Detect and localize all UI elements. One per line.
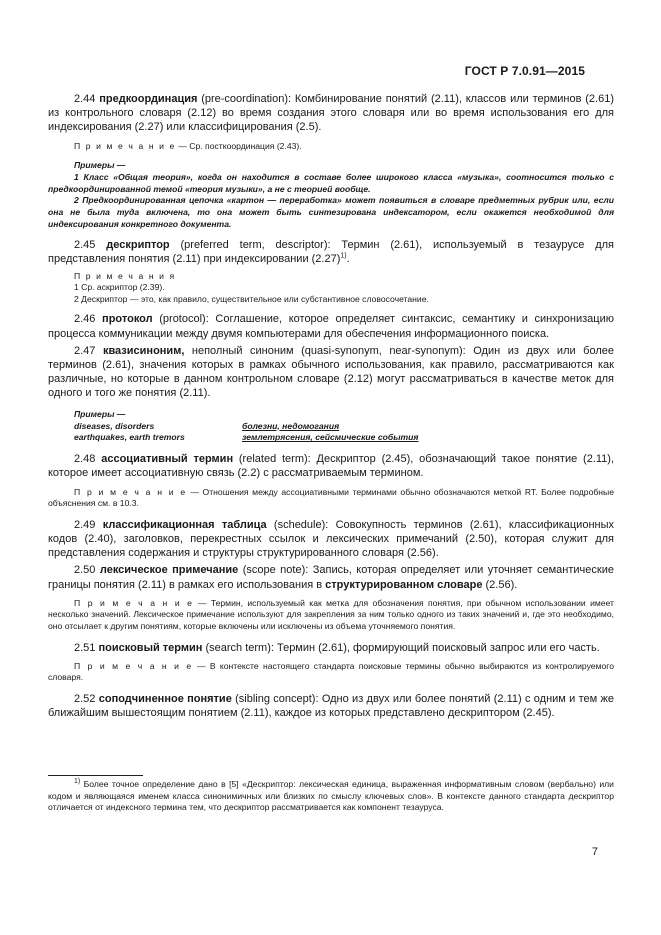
entry-term: предкоординация [99, 93, 198, 105]
entry-definition: (protocol): Соглашение, которое определяет синтаксис, семантику и синхронизацию процесса коммуникации между двумя компьютерами для обеспечения информационного поиска. [48, 313, 614, 340]
footnote [48, 779, 614, 814]
footnote-divider [48, 775, 143, 776]
entry-notes [74, 271, 614, 306]
entry-number: 2.52 [74, 692, 96, 705]
entry-term: протокол [102, 313, 153, 326]
example-pair [74, 432, 614, 444]
example-en: earthquakes, earth tremors [74, 432, 185, 443]
entry-term: ассоциативный термин [101, 453, 234, 466]
entry-term: дескриптор [106, 239, 170, 252]
page-content [48, 92, 614, 723]
entry-number: 2.49 [74, 518, 96, 531]
example-pair [74, 421, 614, 433]
entry-definition: (preferred term, descriptor): Термин (2.61), используемый в тезаурусе для представления понятия (2.11) при индексировании (2.27) [48, 239, 614, 266]
entry-term: соподчиненное понятие [98, 692, 232, 705]
entry-2-49 [48, 518, 614, 561]
entry-definition: (pre-coordination): Комбинирование понятий (2.11), классов или терминов (2.61) из контрольного словаря (2.12) во время создания этого словаря или во время использования его для индексирования (2.27) или классифицирования (2.5). [48, 93, 614, 134]
entry-definition: неполный синоним (quasi-synonym, near-synonym): Один из двух или более терминов (2.61), значения которых в рамках обычного использования, как правило, рассматриваются как различные, но которые в данном контрольном словаре (2.12) могут рассматриваться в качестве меток для одного и того же понятия (2.11). [48, 344, 614, 400]
entry-definition: (schedule): Совокупность терминов (2.61), классификационных кодов (2.40), заголовков, перекрестных ссылок и лексических примечаний (2.50), которая служит для представления содержания и структуры структурированного словаря (2.56). [48, 518, 614, 560]
entry-term: квазисиноним, [102, 344, 185, 357]
entry-term: классификационная таблица [102, 518, 267, 531]
entry-2-45: 2.45 дескриптор (preferred term, descriptor): Термин (2.61), используемый в тезаурусе для представления понятия (2.11) при индексировании $(2.27)^{1)}$. [48, 239, 614, 266]
entry-number: 2.51 [74, 641, 96, 654]
entry-2-52 [48, 692, 614, 720]
entry-term: поисковый термин [98, 641, 203, 654]
entry-2-46 [48, 312, 614, 340]
example-ru: болезни, недомогания [242, 420, 340, 431]
entry-term: лексическое примечание [99, 564, 239, 577]
examples-label: Примеры — [74, 160, 126, 171]
entry-2-50: 2.50 лексическое примечание (scope note): Запись, которая определяет или уточняет семантические границы понятия (2.11) в рамках его использования в структурированном словаре (2.56). [48, 564, 614, 591]
entry-definition: (search term): Термин (2.61), формирующий поисковый запрос или его часть. [202, 641, 600, 654]
entry-2-51 [48, 641, 614, 655]
entry-note: П р и м е ч а н и е — Ср. посткоординация (2.43). [74, 140, 302, 151]
examples-label: Примеры — [74, 408, 126, 419]
entry-note: П р и м е ч а н и е — Термин, используемый как метка для обозначения понятия, при обычном использовании имеет несколько значений. Лексическое примечание используют для закрепления за ним только одного из таких значений и, где это необходимо, оно отсылает к другим понятиям, которые включены или исключены из объема уточняемого понятия. [48, 597, 614, 631]
footnote-text: Более точное определение дано в [5] «Дескриптор: лексическая единица, выраженная информативным словом (вербально) или кодом и являющаяся именем класса синонимичных или близких по смыслу ключевых слов». В контексте данного стандарта дескриптор отличается от индексного термина тем, что дескриптор рассматривается как компонент тезауруса. [48, 779, 614, 813]
entry-number: 2.48 [74, 453, 96, 466]
entry-2-47 [48, 344, 614, 401]
entry-2-44 [48, 92, 614, 135]
note-1: 1 Ср. аскриптор (2.39). [74, 282, 165, 293]
example-1: 1 Класс «Общая теория», когда он находится в составе более широкого класса «музыка», соотносится только с предкоординированной темой «теория музыки», а не с теорией вообще. [48, 172, 614, 194]
entry-definition: (related term): Дескриптор (2.45), обозначающий такое понятие (2.11), которое имеет ассоциативную связь (2.2) с рассматриваемым термином. [48, 453, 615, 480]
entry-number: 2.47 [74, 344, 96, 357]
entry-number: 2.50 [74, 564, 96, 577]
entry-number: 2.45 [74, 239, 96, 252]
entry-note: П р и м е ч а н и е — Отношения между ассоциативными терминами обычно обозначаются меткой RT. Более подробные объяснения см. в 10.3. [48, 486, 614, 509]
entry-note: П р и м е ч а н и е — В контексте настоящего стандарта поисковые термины обычно выбираются из контролируемого словаря. [48, 660, 614, 683]
entry-definition: (scope note): Запись, которая определяет или уточняет семантические границы понятия (2.11) в рамках его использования в [48, 564, 614, 591]
footnote-marker: 1) [74, 778, 81, 786]
example-en: diseases, disorders [74, 420, 155, 431]
entry-number: 2.46 [74, 313, 96, 326]
note-2: 2 Дескриптор — это, как правило, существительное или субстантивное словосочетание. [74, 293, 429, 304]
notes-label: П р и м е ч а н и я [74, 270, 176, 281]
entry-definition: (sibling concept): Одно из двух или более понятий (2.11) с одним и тем же ближайшим вышестоящим понятием (2.11), каждое из которых представлено дескриптором (2.45). [48, 692, 614, 720]
example-2: 2 Предкоординированная цепочка «картон — переработка» может появиться в словаре предметных рубрик или, если она не была туда включена, то она может быть синтезирована индексатором, если окажется необходимой для индексирования конкретного документа. [48, 195, 614, 229]
entry-2-48 [48, 452, 614, 480]
example-ru: землетрясения, сейсмические события [242, 432, 419, 443]
entry-term-ref: структурированном словаре [325, 578, 483, 591]
page-number: 7 [591, 846, 598, 858]
document-code: ГОСТ Р 7.0.91—2015 [464, 64, 585, 78]
entry-number: 2.44 [74, 93, 96, 105]
footnote-ref: 1) [340, 252, 347, 260]
